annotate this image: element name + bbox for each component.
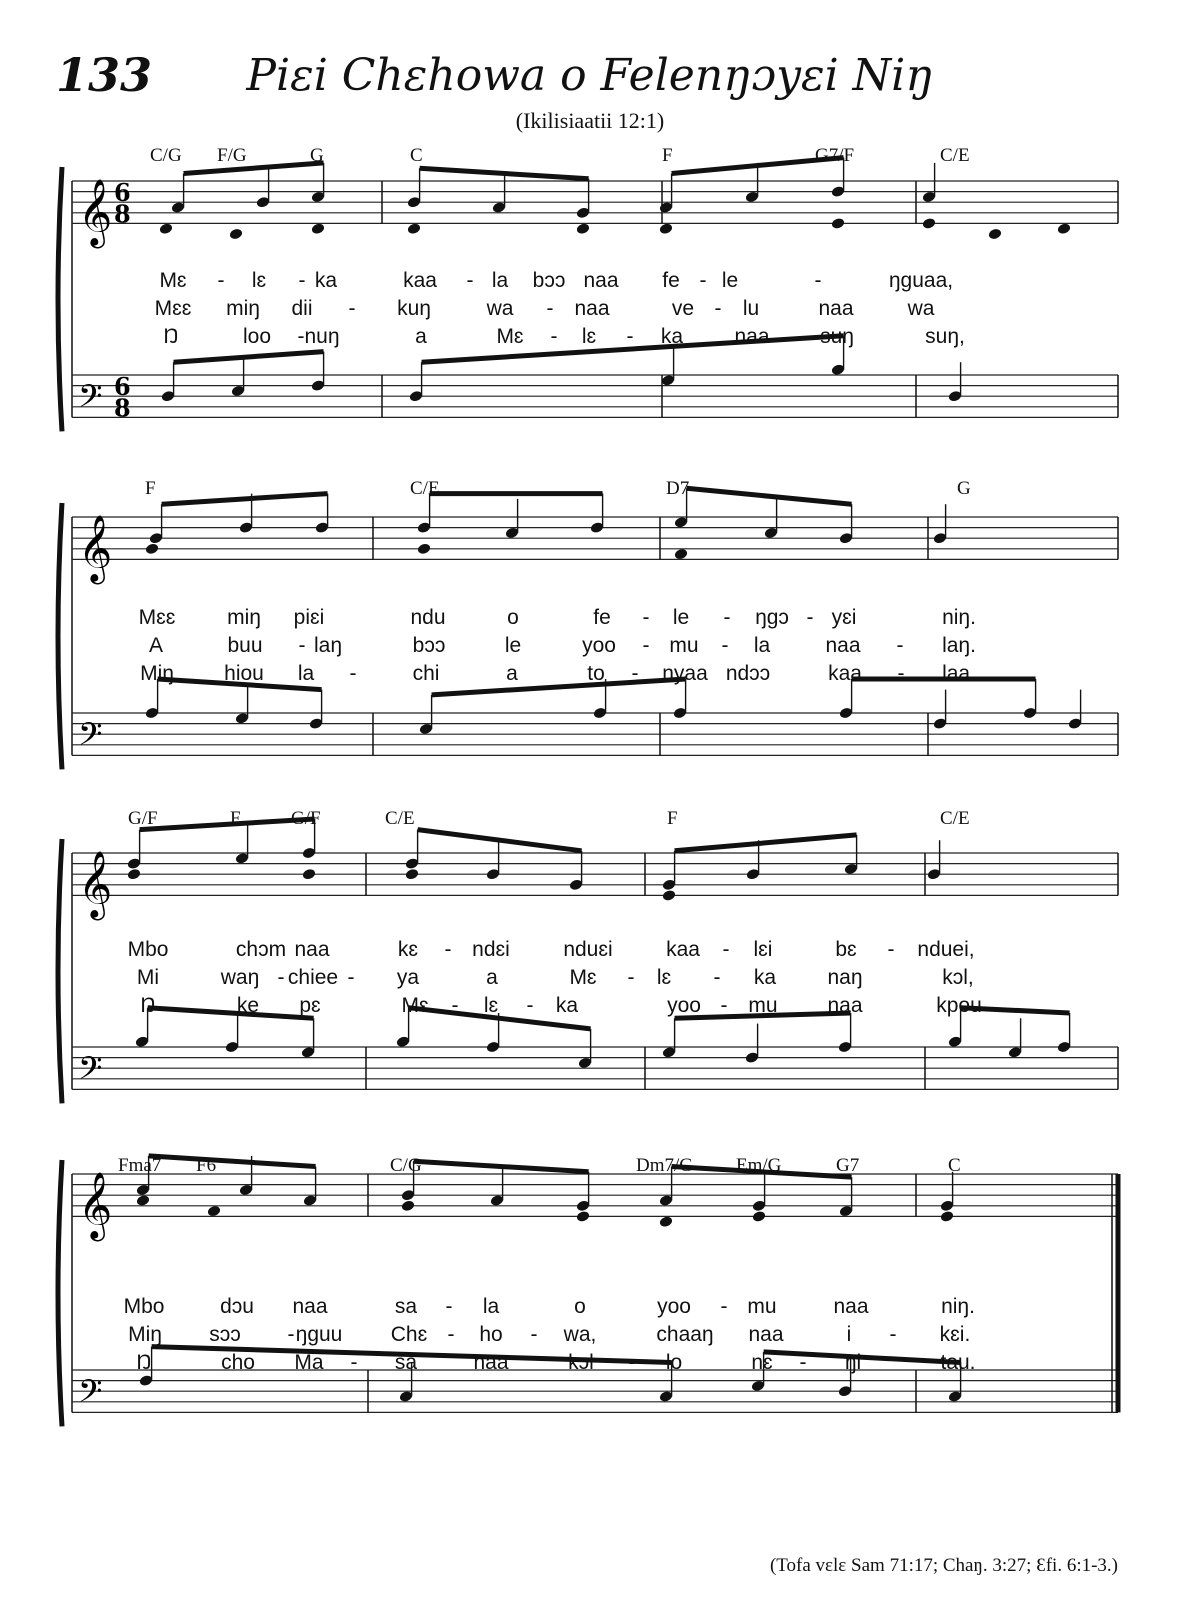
chord-symbol: C xyxy=(410,145,423,166)
lyric-syllable: Mbo xyxy=(127,938,169,961)
lyric-syllable: Mbo xyxy=(123,1295,165,1318)
alto-note xyxy=(145,542,160,555)
alto-note xyxy=(229,228,244,241)
lyric-syllable: fe xyxy=(662,269,680,292)
lyric-syllable: dɔu xyxy=(220,1295,254,1318)
lyric-syllable: - xyxy=(347,966,355,989)
lyric-syllable: naa xyxy=(473,1351,509,1374)
lyric-syllable: ve xyxy=(671,297,695,320)
lyric-syllable: kpou xyxy=(936,994,982,1017)
lyric-syllable: - xyxy=(887,938,895,961)
alto-note xyxy=(405,868,420,881)
system-bracket xyxy=(58,503,62,769)
lyric-syllable: Miŋ xyxy=(140,662,174,685)
alto-note xyxy=(922,217,937,230)
lyric-syllable: la xyxy=(297,662,315,685)
lyric-syllable: - xyxy=(298,634,306,657)
chord-symbol: G7 xyxy=(836,1155,860,1176)
treble-clef-icon: 𝄞 xyxy=(78,513,113,582)
alto-note xyxy=(159,222,174,235)
lyric-syllable: to xyxy=(587,662,605,685)
lyric-syllable: - xyxy=(530,1323,538,1346)
chord-symbol: C/E xyxy=(410,478,440,499)
alto-note xyxy=(136,1194,151,1207)
lyric-syllable: naa xyxy=(748,1323,784,1346)
lyric-syllable: bɛ xyxy=(835,938,857,961)
alto-note xyxy=(674,548,689,561)
lyric-syllable: ndɛi xyxy=(472,938,510,961)
lyric-syllable: laŋ. xyxy=(942,634,976,657)
lyric-syllable: bɔɔ xyxy=(532,269,566,292)
lyric-syllable: pɛ xyxy=(299,994,321,1017)
chord-symbol: C/E xyxy=(940,808,970,829)
lyric-syllable: le xyxy=(504,634,522,657)
lyric-syllable: laŋ xyxy=(313,634,343,657)
lyric-syllable: - xyxy=(642,606,650,629)
alto-note xyxy=(988,228,1003,241)
lyric-syllable: Mɛ xyxy=(159,269,187,292)
lyric-syllable: Ma xyxy=(294,1351,324,1374)
lyric-syllable: chiee xyxy=(287,966,339,989)
lyric-syllable: - xyxy=(897,662,905,685)
lyric-syllable: yɛi xyxy=(831,606,857,629)
lyric-syllable: A xyxy=(148,634,164,657)
lyric-syllable: Mɛ xyxy=(496,325,524,348)
alto-note xyxy=(662,889,677,902)
lyric-syllable: - xyxy=(631,662,639,685)
lyric-syllable: - xyxy=(722,938,730,961)
beam xyxy=(140,819,315,830)
chord-symbol: F xyxy=(662,145,673,166)
lyric-syllable: naa xyxy=(825,634,861,657)
lyric-syllable: kaa xyxy=(403,269,437,292)
bass-clef-icon: 𝄢 xyxy=(78,716,103,761)
lyric-syllable: chɔm xyxy=(235,938,287,961)
lyric-syllable: - xyxy=(889,1323,897,1346)
time-signature-bottom: 8 xyxy=(114,393,131,423)
lyric-syllable: - xyxy=(721,634,729,657)
lyric-syllable: sa xyxy=(394,1351,418,1374)
scripture-reference: (Ikilisiaatii 12:1) xyxy=(515,108,665,133)
lyric-syllable: - xyxy=(550,325,558,348)
chord-symbol: G7/F xyxy=(815,145,855,166)
lyric-syllable: naa xyxy=(583,269,619,292)
lyric-syllable: ke xyxy=(236,994,260,1017)
system-bracket xyxy=(58,167,62,431)
alto-note xyxy=(1057,222,1072,235)
lyric-syllable: naa xyxy=(827,994,863,1017)
lyric-syllable: - xyxy=(546,297,554,320)
alto-note xyxy=(659,1215,674,1228)
alto-note xyxy=(207,1205,222,1218)
beam xyxy=(184,163,324,174)
lyric-syllable: Mɛɛ xyxy=(154,297,192,320)
lyric-syllable: naa xyxy=(292,1295,328,1318)
lyric-syllable: - xyxy=(287,1323,295,1346)
lyric-syllable: wa xyxy=(907,297,935,320)
chord-symbol: G/F xyxy=(291,808,321,829)
lyric-syllable: waŋ xyxy=(220,966,260,989)
lyric-syllable: kɔl xyxy=(568,1351,594,1374)
lyric-syllable: kɛ xyxy=(397,938,419,961)
lyric-syllable: mu xyxy=(748,994,778,1017)
lyric-syllable: naŋ xyxy=(827,966,863,989)
lyric-syllable: lu xyxy=(742,297,760,320)
lyric-syllable: - xyxy=(297,325,305,348)
lyric-syllable: nduei, xyxy=(917,938,975,961)
lyric-syllable: wa xyxy=(486,297,514,320)
lyric-syllable: cho xyxy=(221,1351,255,1374)
lyric-syllable: naa xyxy=(833,1295,869,1318)
lyric-syllable: - xyxy=(277,966,285,989)
lyric-syllable: hiou xyxy=(224,662,264,685)
lyric-syllable: - xyxy=(806,606,814,629)
lyric-syllable: sɔɔ xyxy=(209,1323,241,1346)
lyric-syllable: ho xyxy=(479,1323,503,1346)
lyric-syllable: nduɛi xyxy=(563,938,613,961)
lyric-syllable: - xyxy=(447,1323,455,1346)
beam xyxy=(418,830,582,851)
lyric-syllable: - xyxy=(723,606,731,629)
chord-symbol: C/E xyxy=(385,808,415,829)
lyric-syllable: - xyxy=(720,994,728,1017)
lyric-syllable: lɛ xyxy=(483,994,499,1017)
lyric-syllable: - xyxy=(444,938,452,961)
alto-note xyxy=(127,868,142,881)
lyric-syllable: nyaa xyxy=(662,662,708,685)
lyric-syllable: naa xyxy=(734,325,770,348)
lyric-syllable: Ŋ xyxy=(140,994,156,1017)
lyric-syllable: la xyxy=(482,1295,500,1318)
lyric-syllable: Mɛɛ xyxy=(138,606,176,629)
lyric-syllable: suŋ xyxy=(820,325,854,348)
lyric-syllable: Ŋ xyxy=(163,325,179,348)
lyric-syllable: buu xyxy=(227,634,263,657)
lyric-syllable: naa xyxy=(294,938,330,961)
chord-symbol: Em/G xyxy=(736,1155,782,1176)
lyric-syllable: bɔɔ xyxy=(412,634,446,657)
chord-symbol: F xyxy=(667,808,678,829)
chord-symbol: C xyxy=(948,1155,961,1176)
lyric-syllable: Mɛ xyxy=(569,966,597,989)
lyric-syllable: a xyxy=(486,966,498,989)
lyric-syllable: - xyxy=(814,269,822,292)
lyric-syllable: Miŋ xyxy=(128,1323,162,1346)
lyric-syllable: chaaŋ xyxy=(656,1323,714,1346)
lyric-syllable: kɔl, xyxy=(942,966,974,989)
time-signature-bottom: 8 xyxy=(114,199,131,229)
beam xyxy=(675,835,857,851)
lyric-syllable: ŋgɔ xyxy=(755,606,789,629)
lyric-syllable: - xyxy=(466,269,474,292)
alto-note xyxy=(752,1210,767,1223)
lyric-syllable: tau. xyxy=(940,1351,976,1374)
alto-note xyxy=(576,1210,591,1223)
lyric-syllable: yoo xyxy=(667,994,701,1017)
lyric-syllable: mu xyxy=(747,1295,777,1318)
treble-clef-icon: 𝄞 xyxy=(78,177,113,246)
lyric-syllable: naa xyxy=(818,297,854,320)
bass-clef-icon: 𝄢 xyxy=(78,378,103,423)
system-bracket xyxy=(58,1160,62,1426)
lyric-syllable: miŋ xyxy=(226,297,260,320)
lyric-syllable: lɛ xyxy=(251,269,267,292)
lyric-syllable: laa. xyxy=(942,662,976,685)
lyric-syllable: mu xyxy=(669,634,699,657)
chord-symbol: G xyxy=(957,478,971,499)
lyric-syllable: - xyxy=(626,325,634,348)
lyric-syllable: piɛi xyxy=(293,606,325,629)
alto-note xyxy=(417,542,432,555)
alto-note xyxy=(831,217,846,230)
hymn-number: 133 xyxy=(56,48,153,102)
lyric-syllable: niŋ. xyxy=(942,606,976,629)
lyric-syllable: - xyxy=(896,634,904,657)
lyric-syllable: lɛi xyxy=(753,938,773,961)
lyric-syllable: - xyxy=(699,269,707,292)
chord-symbol: F/G xyxy=(217,145,247,166)
lyric-syllable: ŋguaa, xyxy=(888,269,954,292)
lyric-syllable: nɛ xyxy=(751,1351,773,1374)
alto-note xyxy=(659,222,674,235)
lyric-syllable: - xyxy=(713,966,721,989)
lyric-syllable: kɛi. xyxy=(939,1323,971,1346)
lyric-syllable: - xyxy=(445,1295,453,1318)
bass-clef-icon: 𝄢 xyxy=(78,1050,103,1095)
lyric-syllable: Mɛ xyxy=(401,994,429,1017)
chord-symbol: F6 xyxy=(196,1155,217,1176)
lyric-syllable: suŋ, xyxy=(925,325,965,348)
system-bracket xyxy=(58,839,62,1103)
lyric-syllable: ka xyxy=(660,325,684,348)
lyric-syllable: ka xyxy=(555,994,579,1017)
lyric-syllable: ya xyxy=(396,966,420,989)
lyric-syllable: le xyxy=(721,269,739,292)
lyric-syllable: a xyxy=(415,325,427,348)
lyric-syllable: Ŋ xyxy=(136,1351,152,1374)
chord-symbol: Dm7/G xyxy=(636,1155,693,1176)
beam xyxy=(162,494,328,505)
chord-symbol: C/G xyxy=(150,145,182,166)
lyric-syllable: - xyxy=(628,1351,636,1374)
alto-note xyxy=(576,222,591,235)
beam xyxy=(148,1008,314,1019)
footer-cross-reference: (Tofa vɛlɛ Sam 71:17; Chaŋ. 3:27; Ɛfi. 6:1-3.) xyxy=(769,1555,1118,1576)
lyric-syllable: o xyxy=(574,1295,586,1318)
lyric-syllable: le xyxy=(672,606,690,629)
chord-symbol: G/F xyxy=(128,808,158,829)
lyric-syllable: - xyxy=(298,269,306,292)
chord-symbol: F xyxy=(230,808,241,829)
beam xyxy=(432,679,686,695)
beam xyxy=(764,1352,961,1363)
lyric-syllable: fe xyxy=(593,606,611,629)
lyric-syllable: - xyxy=(348,297,356,320)
alto-note xyxy=(940,1210,955,1223)
lyric-syllable: dii xyxy=(291,297,313,320)
lyric-syllable: ndɔɔ xyxy=(725,662,771,685)
bass-clef-icon: 𝄢 xyxy=(78,1373,103,1418)
lyric-syllable: - xyxy=(627,966,635,989)
treble-clef-icon: 𝄞 xyxy=(78,1170,113,1239)
alto-note xyxy=(407,222,422,235)
beam xyxy=(414,1161,589,1172)
time-signature-top: 6 xyxy=(114,372,131,402)
lyric-syllable: - xyxy=(349,662,357,685)
lyric-syllable: naa xyxy=(574,297,610,320)
lyric-syllable: ŋi xyxy=(844,1351,862,1374)
chord-symbol: C/E xyxy=(940,145,970,166)
chord-symbol: G xyxy=(310,145,324,166)
lyric-syllable: wa, xyxy=(563,1323,597,1346)
lyric-syllable: miŋ xyxy=(227,606,261,629)
hymn-title: Piɛi Chɛhowa o Felenŋɔyɛi Niŋ xyxy=(246,50,934,101)
treble-clef-icon: 𝄞 xyxy=(78,849,113,918)
lyric-syllable: ka xyxy=(753,966,777,989)
chord-symbol: F xyxy=(145,478,156,499)
alto-note xyxy=(302,868,317,881)
lyric-syllable: - xyxy=(714,297,722,320)
lyric-syllable: ka xyxy=(314,269,338,292)
lyric-syllable: nuŋ xyxy=(304,325,340,348)
beam xyxy=(174,352,324,363)
chord-symbol: Fma7 xyxy=(118,1155,162,1176)
lyric-syllable: kaa xyxy=(666,938,700,961)
alto-note xyxy=(401,1199,416,1212)
lyric-syllable: o xyxy=(507,606,519,629)
time-signature-top: 6 xyxy=(114,178,131,208)
lyric-syllable: la xyxy=(491,269,509,292)
lyric-syllable: a xyxy=(506,662,518,685)
lyric-syllable: - xyxy=(799,1351,807,1374)
lyric-syllable: chi xyxy=(412,662,440,685)
lyric-syllable: - xyxy=(720,1295,728,1318)
lyric-syllable: sa xyxy=(394,1295,418,1318)
lyric-syllable: lɛ xyxy=(581,325,597,348)
lyric-syllable: - xyxy=(451,994,459,1017)
lyric-syllable: niŋ. xyxy=(941,1295,975,1318)
lyric-syllable: kuŋ xyxy=(397,297,431,320)
lyric-syllable: ŋguu xyxy=(295,1323,343,1346)
alto-note xyxy=(311,222,326,235)
lyric-syllable: i xyxy=(846,1323,852,1346)
lyric-syllable: la xyxy=(753,634,771,657)
beam xyxy=(149,1156,316,1167)
lyric-syllable: yoo xyxy=(582,634,616,657)
chord-symbol: C/G xyxy=(390,1155,422,1176)
beam xyxy=(687,488,852,504)
lyric-syllable: Chɛ xyxy=(390,1323,428,1346)
lyric-syllable: lɛ xyxy=(656,966,672,989)
chord-symbol: D7 xyxy=(666,478,690,499)
lyric-syllable: kaa xyxy=(828,662,862,685)
lyric-syllable: - xyxy=(642,634,650,657)
lyric-syllable: yoo xyxy=(657,1295,691,1318)
lyric-syllable: loo xyxy=(242,325,272,348)
lyric-syllable: Mi xyxy=(136,966,160,989)
lyric-syllable: ndu xyxy=(410,606,446,629)
lyric-syllable: - xyxy=(350,1351,358,1374)
lyric-syllable: - xyxy=(526,994,534,1017)
lyric-syllable: lo xyxy=(665,1351,683,1374)
lyric-syllable: - xyxy=(217,269,225,292)
